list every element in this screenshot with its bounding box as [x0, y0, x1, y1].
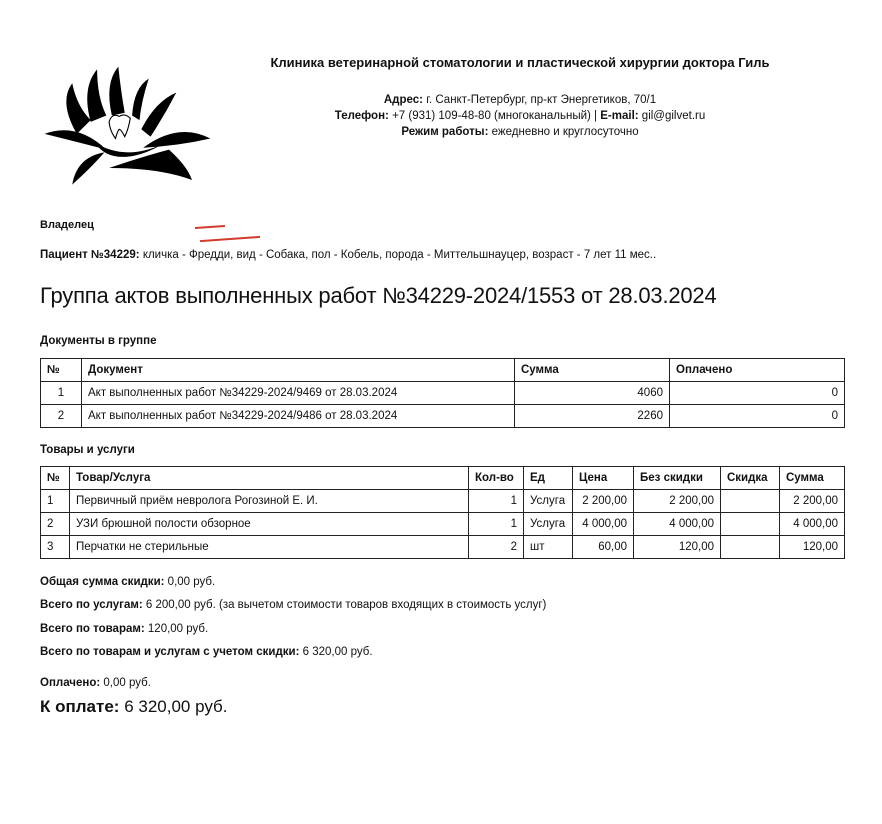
col-paid: Оплачено — [670, 359, 845, 382]
clinic-logo-lotus-icon — [40, 62, 215, 192]
table-row — [41, 382, 845, 405]
email: gil@gilvet.ru — [641, 110, 706, 122]
col-price: Цена — [573, 467, 634, 490]
cell-document: Акт выполненных работ №34229-2024/9469 от 28.03.2024 — [82, 382, 515, 405]
cell-number: 2 — [41, 513, 70, 536]
amount-due-value: 6 320,00 руб. — [124, 697, 228, 716]
cell-number: 1 — [41, 490, 70, 513]
documents-table — [40, 358, 845, 428]
table-header — [41, 467, 845, 490]
cell-number: 2 — [41, 405, 82, 428]
cell-discount — [721, 490, 780, 513]
col-number: № — [41, 359, 82, 382]
owner-line — [40, 219, 94, 231]
patient-info — [40, 249, 656, 261]
phone-label: Телефон: — [334, 110, 389, 122]
cell-sum: 2 200,00 — [780, 490, 845, 513]
cell-qty: 1 — [469, 513, 524, 536]
address-label: Адрес: — [383, 94, 423, 106]
cell-sum: 4 000,00 — [780, 513, 845, 536]
page-title: Группа актов выполненных работ №34229-2024/1553 от 28.03.2024 — [40, 283, 717, 308]
col-sum: Сумма — [515, 359, 670, 382]
total-paid-value: 0,00 руб. — [103, 677, 151, 689]
owner-label: Владелец — [40, 219, 94, 231]
cell-sum: 4060 — [515, 382, 670, 405]
cell-number: 1 — [41, 382, 82, 405]
cell-item: УЗИ брюшной полости обзорное — [70, 513, 469, 536]
total-goods-label: Всего по товарам: — [40, 623, 145, 635]
cell-number: 3 — [41, 536, 70, 559]
col-discount: Скидка — [721, 467, 780, 490]
amount-due — [40, 697, 228, 717]
col-item: Товар/Услуга — [70, 467, 469, 490]
col-sum: Сумма — [780, 467, 845, 490]
cell-sum: 120,00 — [780, 536, 845, 559]
clinic-name: Клиника ветеринарной стоматологии и пластической хирургии доктора Гиль — [270, 55, 770, 70]
cell-paid: 0 — [670, 405, 845, 428]
total-goods-value: 120,00 руб. — [147, 623, 209, 635]
total-paid-label: Оплачено: — [40, 677, 101, 689]
cell-price: 2 200,00 — [573, 490, 634, 513]
total-all — [40, 646, 373, 658]
redaction-mark — [195, 225, 225, 229]
cell-discount — [721, 536, 780, 559]
cell-price: 60,00 — [573, 536, 634, 559]
cell-price: 4 000,00 — [573, 513, 634, 536]
col-document: Документ — [82, 359, 515, 382]
documents-heading: Документы в группе — [40, 335, 157, 347]
goods-heading: Товары и услуги — [40, 444, 135, 456]
cell-paid: 0 — [670, 382, 845, 405]
table-header — [41, 359, 845, 382]
cell-item: Первичный приём невролога Рогозиной Е. И. — [70, 490, 469, 513]
col-unit: Ед — [524, 467, 573, 490]
col-no-discount: Без скидки — [634, 467, 721, 490]
redaction-mark — [200, 236, 260, 242]
patient-details: кличка - Фредди, вид - Собака, пол - Кобель, порода - Миттельшнауцер, возраст - 7 лет 11 мес.. — [142, 249, 657, 261]
cell-item: Перчатки не стерильные — [70, 536, 469, 559]
total-discount-value: 0,00 руб. — [167, 576, 216, 588]
cell-no-discount: 120,00 — [634, 536, 721, 559]
clinic-contacts — [230, 92, 810, 140]
total-services-value: 6 200,00 руб. (за вычетом стоимости товаров входящих в стоимость услуг) — [145, 599, 547, 611]
cell-qty: 2 — [469, 536, 524, 559]
cell-unit: Услуга — [524, 513, 573, 536]
total-goods — [40, 623, 208, 635]
phone: +7 (931) 109-48-80 (многоканальный) | — [392, 110, 598, 122]
cell-document: Акт выполненных работ №34229-2024/9486 от 28.03.2024 — [82, 405, 515, 428]
goods-table — [40, 466, 845, 559]
total-all-label: Всего по товарам и услугам с учетом скидки: — [40, 646, 300, 658]
table-row — [41, 513, 845, 536]
total-all-value: 6 320,00 руб. — [302, 646, 373, 658]
table-row — [41, 405, 845, 428]
cell-no-discount: 4 000,00 — [634, 513, 721, 536]
cell-unit: шт — [524, 536, 573, 559]
cell-unit: Услуга — [524, 490, 573, 513]
hours: ежедневно и круглосуточно — [491, 126, 639, 138]
col-qty: Кол-во — [469, 467, 524, 490]
total-paid — [40, 677, 151, 689]
table-row — [41, 490, 845, 513]
table-row — [41, 536, 845, 559]
email-label: E-mail: — [600, 110, 639, 122]
cell-qty: 1 — [469, 490, 524, 513]
total-discount-label: Общая сумма скидки: — [40, 576, 165, 588]
address: г. Санкт-Петербург, пр-кт Энергетиков, 70/1 — [426, 94, 657, 106]
col-number: № — [41, 467, 70, 490]
amount-due-label: К оплате: — [40, 697, 120, 716]
cell-sum: 2260 — [515, 405, 670, 428]
hours-label: Режим работы: — [401, 126, 489, 138]
total-services — [40, 599, 546, 611]
patient-label: Пациент №34229: — [40, 249, 140, 261]
total-services-label: Всего по услугам: — [40, 599, 143, 611]
cell-no-discount: 2 200,00 — [634, 490, 721, 513]
total-discount — [40, 576, 215, 588]
cell-discount — [721, 513, 780, 536]
